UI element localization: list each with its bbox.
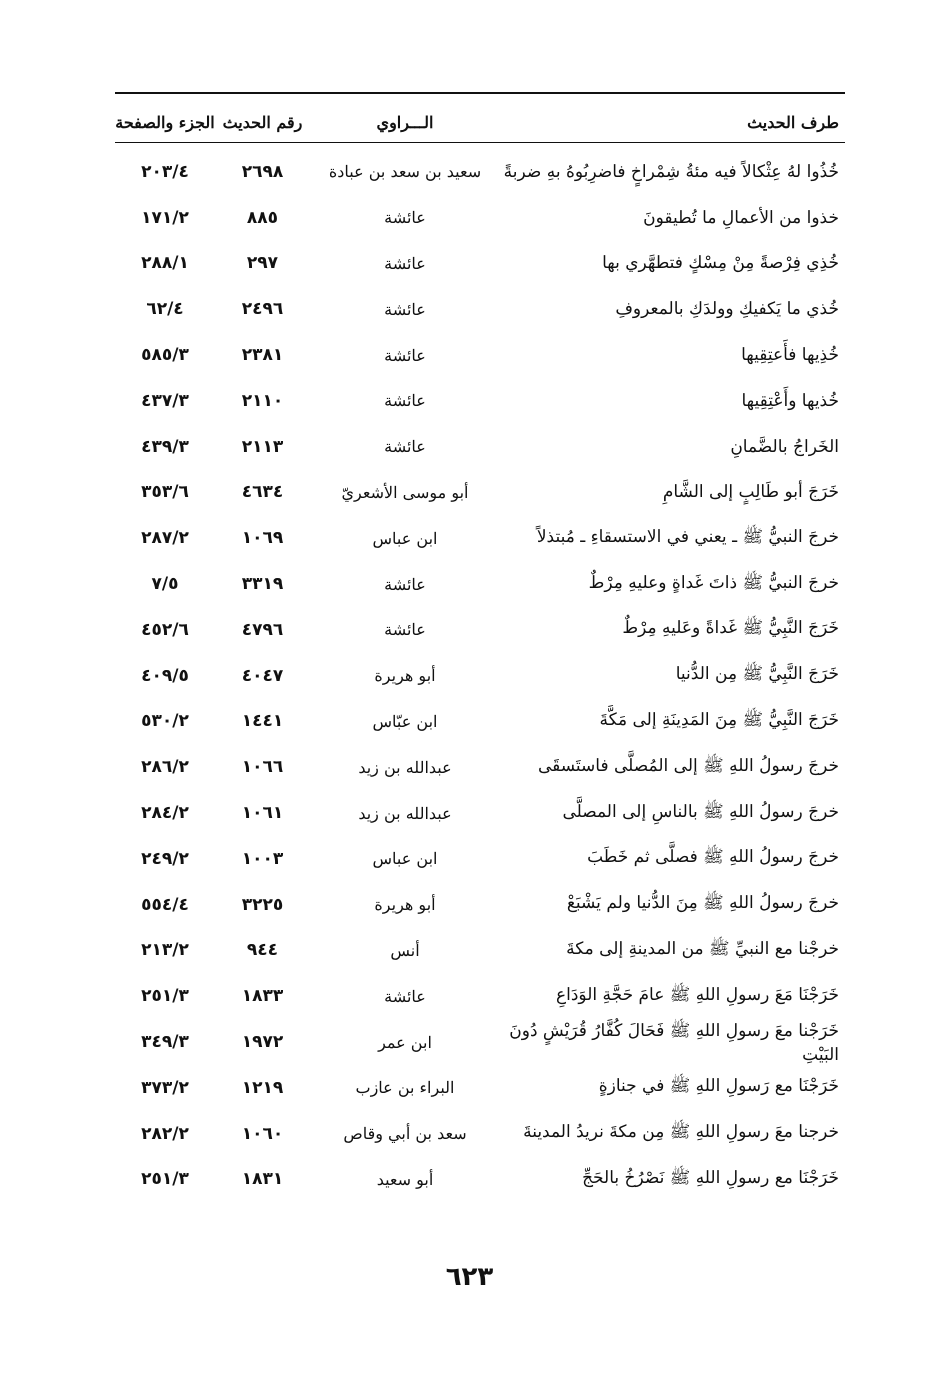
- table-row: [115, 836, 845, 882]
- hadith-text: خُذُوا لهُ عِثْكالاً فيه مئةُ شِمْراخٍ فاضرِبُوهُ بهِ ضربةً: [503, 161, 839, 182]
- volume-page-ref: ٢٤٩/٢: [141, 848, 189, 869]
- volume-page-ref: ٥٥٤/٤: [141, 894, 189, 915]
- narrator-name: عائشة: [384, 986, 426, 1006]
- hadith-number: ١٠٦١: [241, 803, 284, 824]
- table-row: [115, 241, 845, 287]
- narrator-name: عبدالله بن زيد: [358, 803, 452, 823]
- volume-page-ref: ٢٨٤/٢: [141, 803, 189, 824]
- narrator-name: عائشة: [384, 620, 426, 640]
- hadith-text: خَرَجْنا معَ رسولِ اللهِ ﷺ فَحَالَ كُفَّارُ قُرَيْشٍ دُونَ البَيْتِ: [509, 1020, 839, 1065]
- volume-page-ref: ٤٠٩/٥: [141, 665, 189, 686]
- hadith-number: ٢٣٨١: [241, 345, 284, 366]
- table-row: [115, 790, 845, 836]
- narrator-name: عائشة: [384, 437, 426, 457]
- table-row: [115, 607, 845, 653]
- hadith-text: خَرَجَ أبو طَالِبٍ إلى الشَّامِ: [662, 482, 839, 503]
- hadith-number: ٢١١٣: [241, 436, 284, 457]
- narrator-name: أبو هريرة: [374, 666, 436, 686]
- narrator-name: عائشة: [384, 253, 426, 273]
- hadith-text: خُذِيها فأَعتِقِيها: [741, 345, 839, 366]
- table-row: [115, 653, 845, 699]
- hadith-text: خرجَ رسولُ اللهِ ﷺ مِنَ الدُّنيا ولم يَشْبَعْ: [566, 893, 839, 914]
- volume-page-ref: ٥٣٠/٢: [141, 711, 189, 732]
- hadith-text: خُذيها وأَعْتِقِيها: [741, 390, 839, 411]
- volume-page-ref: ٣٤٩/٣: [141, 1032, 189, 1053]
- narrator-name: أنس: [390, 940, 420, 960]
- table-row: [115, 1019, 845, 1065]
- hadith-number: ١٠٦٩: [241, 528, 284, 549]
- narrator-name: عائشة: [384, 208, 426, 228]
- hadith-number: ١٠٦٦: [241, 757, 284, 778]
- top-rule: [115, 92, 845, 94]
- volume-page-ref: ٢٥١/٣: [141, 986, 189, 1007]
- table-row: [115, 1111, 845, 1157]
- table-row: [115, 561, 845, 607]
- hadith-number: ١٨٣٣: [241, 986, 284, 1007]
- hadith-number: ٤٠٤٧: [241, 665, 284, 686]
- hadith-text: خَرَجْنَا مع رَسولِ اللهِ ﷺ في جنازةٍ: [598, 1076, 839, 1097]
- narrator-name: عبدالله بن زيد: [358, 757, 452, 777]
- narrator-name: ابن عمر: [378, 1032, 432, 1052]
- table-row: [115, 928, 845, 974]
- narrator-name: أبو سعيد: [376, 1169, 434, 1189]
- volume-page-ref: ٢٨٦/٢: [141, 757, 189, 778]
- header-hadith: طرف الحديث: [747, 112, 839, 132]
- volume-page-ref: ٣٥٣/٦: [141, 482, 189, 503]
- header-number: رقم الحديث: [222, 112, 303, 132]
- table-row: [115, 149, 845, 195]
- narrator-name: سعيد بن سعد بن عبادة: [328, 162, 482, 182]
- narrator-name: عائشة: [384, 391, 426, 411]
- narrator-name: عائشة: [384, 574, 426, 594]
- volume-page-ref: ٢٨٨/١: [141, 253, 189, 274]
- hadith-text: خَرَجَ النَّبِيُّ ﷺ مِنَ المَدِينَةِ إلى مَكَّةَ: [599, 709, 839, 730]
- table-row: [115, 744, 845, 790]
- hadith-text: خرجَ النبيُّ ﷺ ذاتَ غَداةٍ وعليهِ مِرْطٌ: [588, 572, 839, 593]
- volume-page-ref: ٦٢/٤: [146, 299, 184, 320]
- hadith-number: ٢٤٩٦: [241, 299, 284, 320]
- table-row: [115, 470, 845, 516]
- table-row: [115, 515, 845, 561]
- volume-page-ref: ٢١٣/٢: [141, 940, 189, 961]
- hadith-text: خرجَ رسولُ اللهِ ﷺ إلى المُصلَّى فاستَسقَى: [537, 755, 839, 776]
- hadith-number: ٣٣١٩: [241, 574, 284, 595]
- volume-page-ref: ٢٥١/٣: [141, 1169, 189, 1190]
- volume-page-ref: ٢٨٧/٢: [141, 528, 189, 549]
- volume-page-ref: ٢٠٣/٤: [141, 161, 189, 182]
- narrator-name: ابن عباس: [372, 849, 438, 869]
- hadith-text: الخَراجُ بالضَّمانِ: [730, 436, 839, 457]
- narrator-name: أبو موسى الأشعريّ: [341, 482, 469, 502]
- narrator-name: ابن عبّاس: [372, 711, 438, 731]
- index-page: [115, 92, 845, 1202]
- volume-page-ref: ١٧١/٢: [141, 207, 189, 228]
- table-row: [115, 332, 845, 378]
- hadith-number: ٤٧٩٦: [241, 619, 284, 640]
- header-volume-page: الجزء والصفحة: [115, 112, 215, 132]
- hadith-text: خُذِي فِرْصةً مِنْ مِسْكٍ فتطهَّري بها: [602, 253, 839, 274]
- volume-page-ref: ٧/٥: [151, 574, 179, 595]
- table-row: [115, 195, 845, 241]
- table-body: [115, 149, 845, 1202]
- hadith-number: ١٨٣١: [241, 1169, 284, 1190]
- volume-page-ref: ٤٣٩/٣: [141, 436, 189, 457]
- hadith-text: خرجَ النبيُّ ﷺ ـ يعني في الاستسقاءِ ـ مُبتذلاً: [536, 526, 839, 547]
- table-row: [115, 424, 845, 470]
- table-row: [115, 1065, 845, 1111]
- volume-page-ref: ٢٨٢/٢: [141, 1123, 189, 1144]
- narrator-name: البراء بن عازب: [355, 1078, 455, 1098]
- hadith-text: خرجْنا مع النبيِّ ﷺ من المدينةِ إلى مكةَ: [566, 938, 839, 959]
- narrator-name: أبو هريرة: [374, 895, 436, 915]
- hadith-text: خَرَجَ النَّبِيُّ ﷺ مِن الدُّنيا: [675, 664, 839, 685]
- hadith-number: ٨٨٥: [246, 207, 279, 228]
- hadith-number: ٩٤٤: [246, 940, 279, 961]
- narrator-name: ابن عباس: [372, 528, 438, 548]
- table-row: [115, 699, 845, 745]
- volume-page-ref: ٣٧٣/٢: [141, 1077, 189, 1098]
- hadith-number: ٤٦٣٤: [241, 482, 284, 503]
- hadith-number: ٢٦٩٨: [241, 161, 284, 182]
- volume-page-ref: ٤٣٧/٣: [141, 390, 189, 411]
- table-header: [115, 102, 845, 143]
- hadith-number: ١٠٠٣: [241, 848, 284, 869]
- narrator-name: سعد بن أبي وقاص: [343, 1124, 467, 1144]
- hadith-text: خَرَجْنَا مَعَ رسولِ اللهِ ﷺ عامَ حَجَّةِ الوَدَاعِ: [555, 984, 839, 1005]
- hadith-text: خَرَجَ النَّبِيُّ ﷺ غَداةً وعَليهِ مِرْطٌ: [622, 618, 839, 639]
- narrator-name: عائشة: [384, 345, 426, 365]
- hadith-number: ١٠٦٠: [241, 1123, 284, 1144]
- hadith-text: خرجَ رسولُ اللهِ ﷺ فصلَّى ثم خَطَبَ: [587, 847, 839, 868]
- hadith-number: ١٩٧٢: [241, 1032, 284, 1053]
- page-number: ٦٢٣: [445, 1262, 494, 1292]
- volume-page-ref: ٤٥٢/٦: [141, 619, 189, 640]
- hadith-text: خَرَجْنَا مع رسولِ اللهِ ﷺ نَصْرُخُ بالحَجِّ: [582, 1167, 839, 1188]
- hadith-number: ٢٩٧: [246, 253, 279, 274]
- table-row: [115, 973, 845, 1019]
- hadith-number: ٣٢٢٥: [241, 894, 284, 915]
- table-row: [115, 378, 845, 424]
- narrator-name: عائشة: [384, 299, 426, 319]
- table-row: [115, 1157, 845, 1203]
- hadith-number: ٢١١٠: [241, 390, 284, 411]
- hadith-text: خرجَ رسولُ اللهِ ﷺ بالناسِ إلى المصلَّى: [562, 801, 839, 822]
- hadith-text: خُذي ما يَكفيكِ وولدَكِ بالمعروفِ: [615, 299, 839, 320]
- hadith-number: ١٤٤١: [241, 711, 284, 732]
- table-row: [115, 882, 845, 928]
- header-narrator: الـــراوي: [376, 112, 434, 132]
- hadith-text: خذوا من الأعمالِ ما تُطيقونَ: [643, 207, 839, 228]
- volume-page-ref: ٥٨٥/٣: [141, 345, 189, 366]
- table-row: [115, 286, 845, 332]
- hadith-text: خرجنا معَ رسولِ اللهِ ﷺ مِن مكةَ نريدُ المدينةَ: [523, 1122, 839, 1143]
- hadith-number: ١٢١٩: [241, 1077, 284, 1098]
